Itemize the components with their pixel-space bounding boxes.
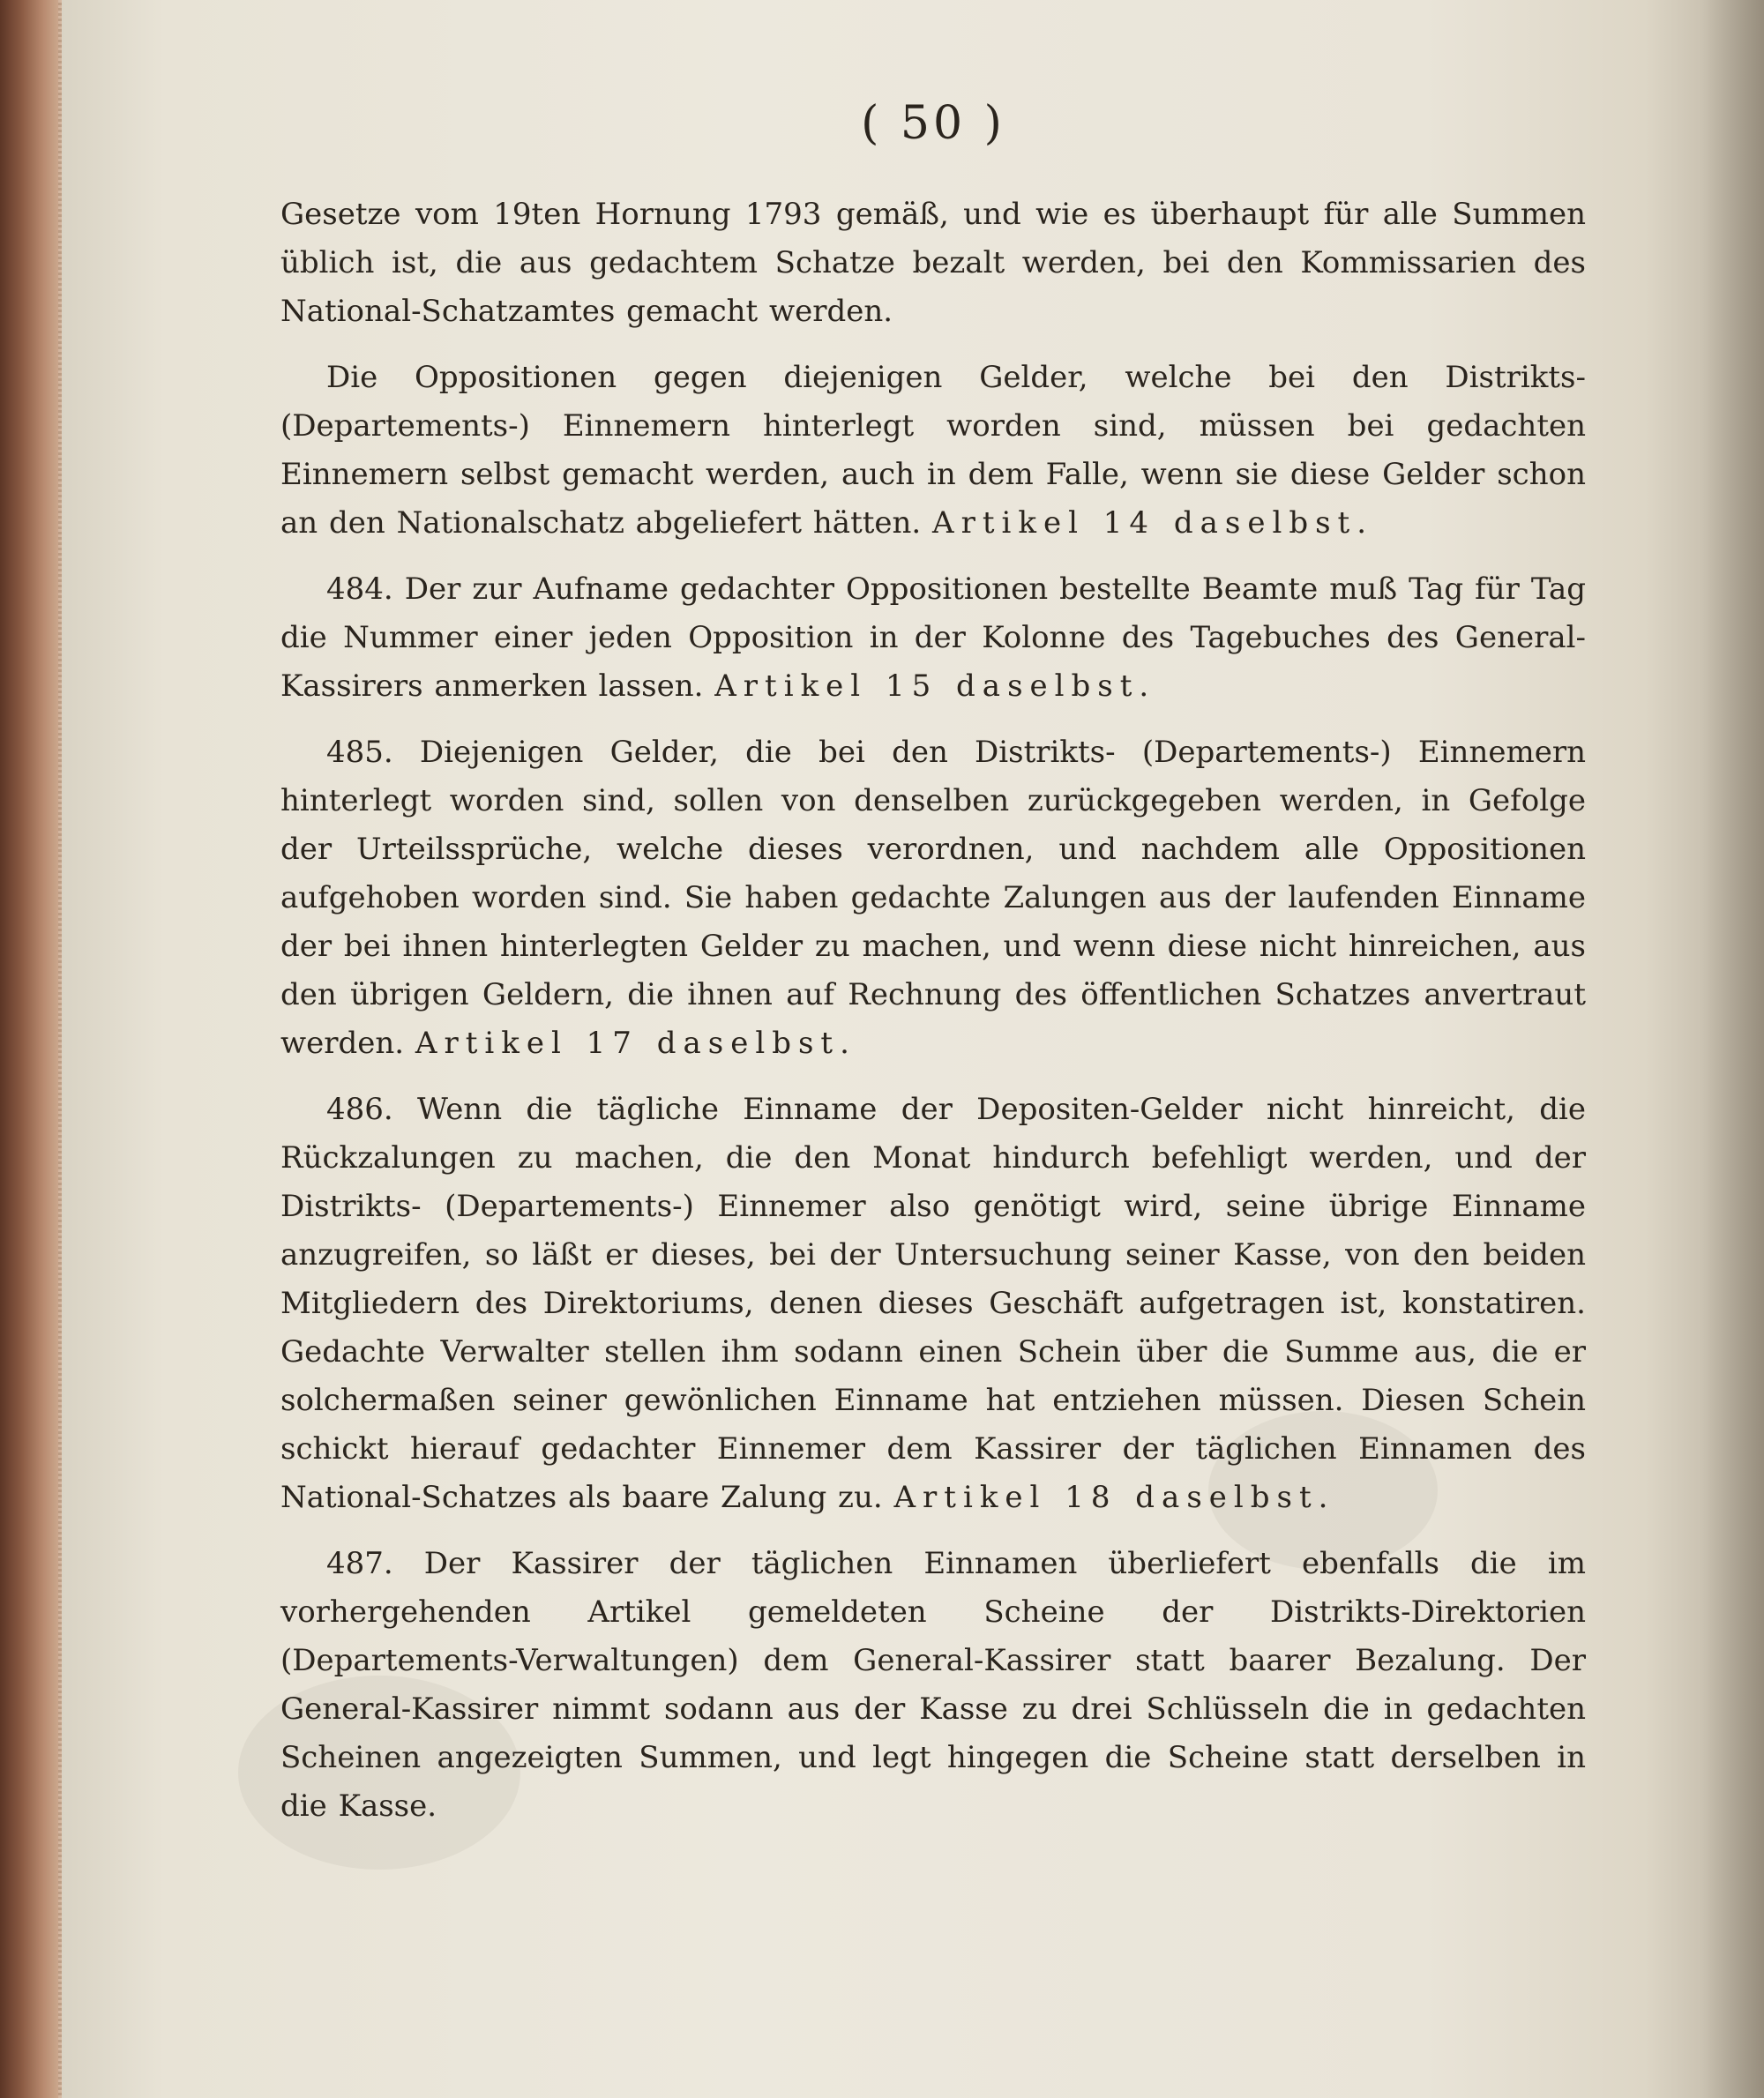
paragraph-484: [280, 565, 1586, 711]
page-text: [280, 88, 1586, 1848]
paragraph-number: 487.: [326, 1546, 393, 1581]
paragraph-number: 486.: [326, 1092, 393, 1127]
paragraph-continuation: [280, 190, 1586, 336]
page-stack-edge: [0, 0, 62, 2098]
paragraph-text: Der zur Aufname gedachter Oppositionen bestellte Beamte muß Tag für Tag die Nummer einer jeden Opposition in der Kolonne des Tagebuches des General-Kassirers anmerken lassen.: [280, 571, 1586, 704]
paragraph-text: Wenn die tägliche Einname der Depositen-Gelder nicht hinreicht, die Rückzalungen zu machen, die den Monat hindurch befehligt werden, und der Distrikts- (Departements-) Einnemer also genötigt wird, seine übrige Einname anzugreifen, so läßt er dieses, bei der Untersuchung seiner Kasse, von den beiden Mitgliedern des Direktoriums, denen dieses Geschäft aufgetragen ist, konstatiren. Gedachte Verwalter stellen ihm sodann einen Schein über die Summe aus, die er solchermaßen seiner gewönlichen Einname hat entziehen müssen. Diesen Schein schickt hierauf gedachter Einnemer dem Kassirer der täglichen Einnamen des National-Schatzes als baare Zalung zu.: [280, 1092, 1586, 1515]
paragraph-oppositions: [280, 354, 1586, 548]
paragraph-text: Gesetze vom 19ten Hornung 1793 gemäß, und wie es überhaupt für alle Summen üblich ist, die aus gedachtem Schatze bezalt werden, bei den Kommissarien des National-Schatzamtes gemacht werden.: [280, 197, 1586, 329]
paragraph-number: 485.: [326, 735, 393, 770]
paragraph-485: [280, 728, 1586, 1068]
article-reference: Artikel 17 daselbst.: [415, 1026, 856, 1061]
paragraph-number: 484.: [326, 571, 393, 607]
paragraph-text: Der Kassirer der täglichen Einnamen überliefert ebenfalls die im vorhergehenden Artikel gemeldeten Scheine der Distrikts-Direktorien (Departements-Verwaltungen) dem General-Kassirer statt baarer Bezalung. Der General-Kassirer nimmt sodann aus der Kasse zu drei Schlüsseln die in gedachten Scheinen angezeigten Summen, und legt hingegen die Scheine statt derselben in die Kasse.: [280, 1546, 1586, 1824]
article-reference: Artikel 14 daselbst.: [932, 505, 1374, 541]
article-reference: Artikel 18 daselbst.: [893, 1480, 1335, 1515]
article-reference: Artikel 15 daselbst.: [714, 668, 1156, 704]
paragraph-486: [280, 1086, 1586, 1522]
page-number: ( 50 ): [861, 97, 1005, 150]
paragraph-text: Diejenigen Gelder, die bei den Distrikts- (Departements-) Einnemern hinterlegt worden sind, sollen von denselben zurückgegeben werden, in Gefolge der Urteilssprüche, welche dieses verordnen, und nachdem alle Oppositionen aufgehoben worden sind. Sie haben gedachte Zalungen aus der laufenden Einname der bei ihnen hinterlegten Gelder zu machen, und wenn diese nicht hinreichen, aus den übrigen Geldern, die ihnen auf Rechnung des öffentlichen Schatzes anvertraut werden.: [280, 735, 1586, 1061]
paragraph-487: [280, 1540, 1586, 1831]
paragraph-text: Die Oppositionen gegen diejenigen Gelder, welche bei den Distrikts- (Departements-) Einnemern hinterlegt worden sind, müssen bei gedachten Einnemern selbst gemacht werden, auch in dem Falle, wenn sie diese Gelder schon an den Nationalschatz abgeliefert hätten.: [280, 360, 1586, 541]
